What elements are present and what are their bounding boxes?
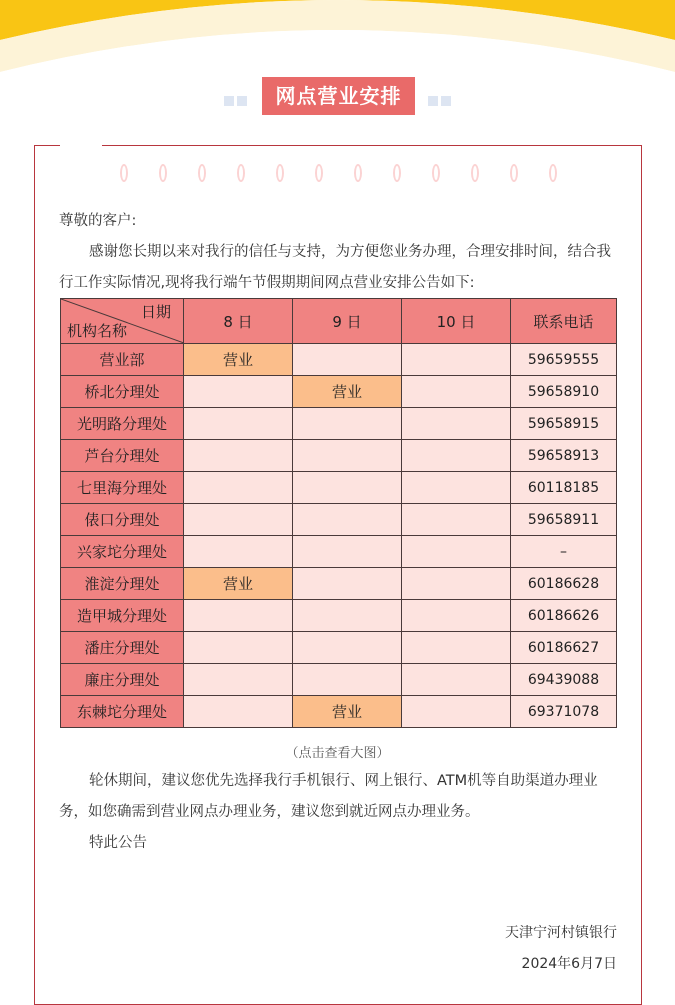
corner-org-label: 机构名称 [67,322,128,340]
day9-status [293,440,402,472]
phone-number: 59658910 [511,376,617,408]
table-body [61,344,617,728]
deco-dot [120,164,128,182]
corner-cell [61,299,184,344]
day9-status [293,568,402,600]
phone-number: 60186628 [511,568,617,600]
day8-status [184,504,293,536]
table-row [61,696,617,728]
table-row [61,408,617,440]
signature-date: 2024年6月7日 [521,956,617,972]
phone-number: 60186626 [511,600,617,632]
day10-status [402,632,511,664]
schedule-table[interactable] [60,298,617,728]
note-paragraph: 轮休期间，建议您优先选择我行手机银行、网上银行、ATM机等自助渠道办理业务，如您确需到营业网点办理业务，建议您到就近网点办理业务。 [59,773,598,820]
day10-status [402,344,511,376]
deco-dot [354,164,362,182]
branch-name: 淮淀分理处 [61,568,184,600]
column-header-phone: 联系电话 [511,299,617,344]
day9-status [293,664,402,696]
day8-status [184,376,293,408]
day10-status [402,600,511,632]
day8-status [184,664,293,696]
deco-dot [237,164,245,182]
day8-status [184,536,293,568]
table-row [61,472,617,504]
deco-dot [510,164,518,182]
branch-name: 桥北分理处 [61,376,184,408]
table-row [61,664,617,696]
deco-dot [432,164,440,182]
deco-dot [159,164,167,182]
day8-status [184,600,293,632]
branch-name: 俵口分理处 [61,504,184,536]
table-row [61,632,617,664]
day10-status [402,472,511,504]
phone-number: 69439088 [511,664,617,696]
day10-status [402,536,511,568]
deco-dot [276,164,284,182]
branch-name: 造甲城分理处 [61,600,184,632]
deco-square [428,96,438,106]
day8-status [184,632,293,664]
table-row [61,376,617,408]
phone-number: 60118185 [511,472,617,504]
day10-status [402,696,511,728]
day8-status: 营业 [184,344,293,376]
phone-number: 59658913 [511,440,617,472]
column-header-day9: 9 日 [293,299,402,344]
day9-status [293,504,402,536]
signature-org: 天津宁河村镇银行 [505,925,617,941]
day9-status [293,632,402,664]
deco-square [441,96,451,106]
table-row [61,600,617,632]
header [0,77,675,115]
deco-dot [549,164,557,182]
branch-name: 潘庄分理处 [61,632,184,664]
corner-date-label: 日期 [140,303,171,321]
branch-name: 七里海分理处 [61,472,184,504]
phone-number: 69371078 [511,696,617,728]
day10-status [402,664,511,696]
column-header-day10: 10 日 [402,299,511,344]
branch-name: 光明路分理处 [61,408,184,440]
table-row [61,344,617,376]
page-title: 网点营业安排 [262,77,415,115]
day9-status [293,344,402,376]
deco-dot [198,164,206,182]
day10-status [402,504,511,536]
phone-number: 59659555 [511,344,617,376]
day9-status [293,472,402,504]
view-large-image-link[interactable]: （点击查看大图） [285,746,390,761]
table-row [61,568,617,600]
branch-name: 芦台分理处 [61,440,184,472]
closing-notice: 特此公告 [89,835,147,851]
branch-name: 廉庄分理处 [61,664,184,696]
day10-status [402,376,511,408]
day9-status [293,600,402,632]
table-header-row [61,299,617,344]
table-row [61,536,617,568]
day10-status [402,568,511,600]
phone-number: 59658911 [511,504,617,536]
branch-name: 兴家坨分理处 [61,536,184,568]
day10-status [402,440,511,472]
branch-name: 东棘坨分理处 [61,696,184,728]
day9-status: 营业 [293,696,402,728]
table-row [61,440,617,472]
day9-status [293,536,402,568]
day10-status [402,408,511,440]
greeting: 尊敬的客户: [59,213,137,229]
phone-number: – [511,536,617,568]
day8-status [184,440,293,472]
day8-status [184,696,293,728]
column-header-day8: 8 日 [184,299,293,344]
deco-dot [393,164,401,182]
branch-name: 营业部 [61,344,184,376]
deco-dot [471,164,479,182]
phone-number: 60186627 [511,632,617,664]
card-border-gap [60,141,102,149]
day8-status: 营业 [184,568,293,600]
phone-number: 59658915 [511,408,617,440]
table-row [61,504,617,536]
deco-square [224,96,234,106]
deco-square [237,96,247,106]
day8-status [184,472,293,504]
day9-status [293,408,402,440]
day8-status [184,408,293,440]
day9-status: 营业 [293,376,402,408]
deco-dot [315,164,323,182]
intro-paragraph: 感谢您长期以来对我行的信任与支持，为方便您业务办理，合理安排时间，结合我行工作实际情况,现将我行端午节假期期间网点营业安排公告如下: [59,244,611,291]
decorative-dots-row [0,164,675,188]
